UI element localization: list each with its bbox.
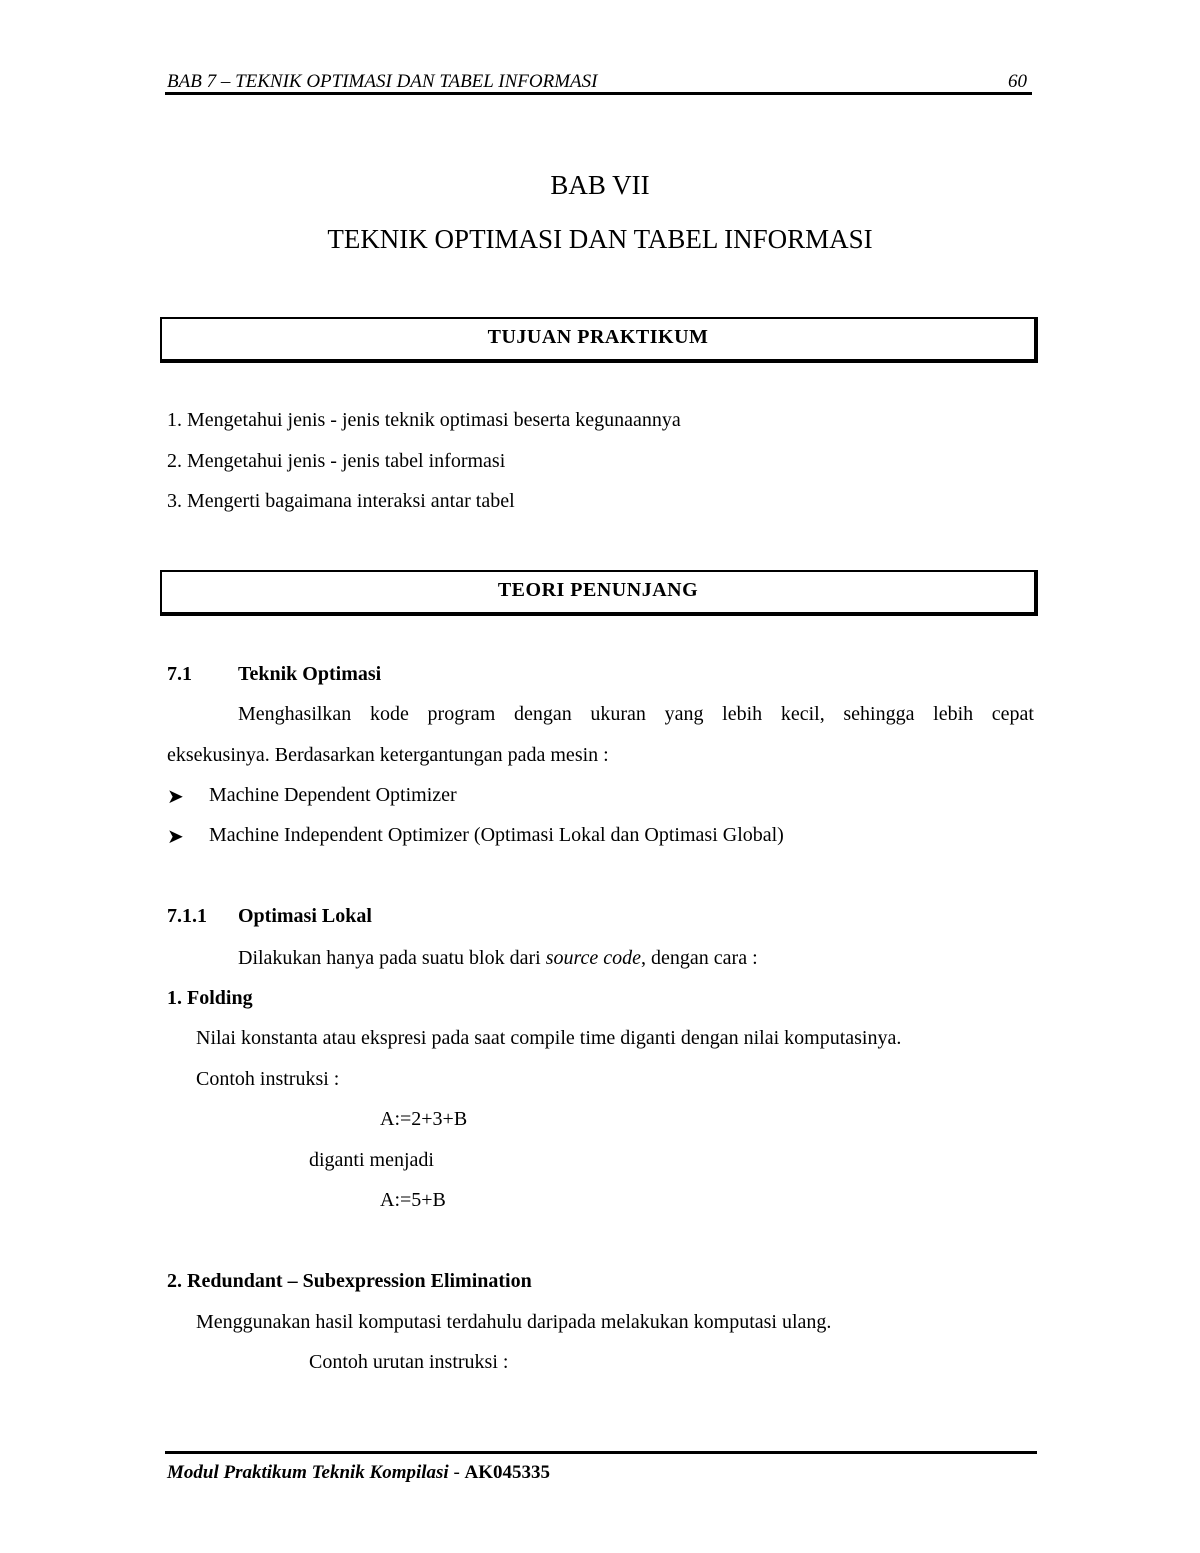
arrow-bullet-icon: ➤ (167, 786, 184, 808)
paragraph-line: Dilakukan hanya pada suatu blok dari source code, dengan cara : (238, 947, 758, 969)
chapter-number: BAB VII (550, 170, 650, 200)
folding-title: 1. Folding (167, 987, 253, 1009)
page-number: 60 (1008, 71, 1027, 92)
course-code: AK045335 (464, 1462, 551, 1483)
paragraph-line: eksekusinya. Berdasarkan ketergantungan pada mesin : (167, 744, 609, 766)
tujuan-heading-box (160, 317, 1038, 363)
footer-rule (165, 1451, 1037, 1454)
footer: Modul Praktikum Teknik Kompilasi - AK045335 (167, 1462, 551, 1483)
header-rule (165, 92, 1032, 95)
code-line: A:=5+B (380, 1189, 446, 1211)
tujuan-item: 2. Mengetahui jenis - jenis tabel informasi (167, 450, 506, 472)
tujuan-item: 1. Mengetahui jenis - jenis teknik optimasi beserta kegunaannya (167, 409, 681, 431)
section-number: 7.1 (167, 663, 192, 685)
subsection-number: 7.1.1 (167, 905, 207, 927)
folding-diganti: diganti menjadi (309, 1149, 434, 1171)
running-header: BAB 7 – TEKNIK OPTIMASI DAN TABEL INFORMASI (167, 71, 598, 92)
code-line: A:=2+3+B (380, 1108, 468, 1130)
folding-contoh: Contoh instruksi : (196, 1068, 340, 1090)
arrow-bullet-icon: ➤ (167, 826, 184, 848)
bullet-item: Machine Independent Optimizer (Optimasi Lokal dan Optimasi Global) (209, 824, 784, 846)
folding-desc: Nilai konstanta atau ekspresi pada saat compile time diganti dengan nilai komputasinya. (196, 1027, 902, 1049)
tujuan-heading: TUJUAN PRAKTIKUM (487, 326, 709, 348)
paragraph-line: Menghasilkan kode program dengan ukuran yang lebih kecil, sehingga lebih cepat (238, 703, 1034, 725)
redundant-desc: Menggunakan hasil komputasi terdahulu daripada melakukan komputasi ulang. (196, 1311, 832, 1333)
redundant-title: 2. Redundant – Subexpression Elimination (167, 1270, 532, 1292)
bullet-item: Machine Dependent Optimizer (209, 784, 457, 806)
section-title: Teknik Optimasi (238, 663, 382, 685)
tujuan-item: 3. Mengerti bagaimana interaksi antar tabel (167, 490, 515, 512)
chapter-title: TEKNIK OPTIMASI DAN TABEL INFORMASI (327, 224, 873, 254)
subsection-title: Optimasi Lokal (238, 905, 372, 927)
teori-heading-box (160, 570, 1038, 616)
source-code-term: source code (545, 947, 642, 969)
redundant-contoh: Contoh urutan instruksi : (309, 1351, 509, 1373)
teori-heading: TEORI PENUNJANG (497, 579, 699, 601)
